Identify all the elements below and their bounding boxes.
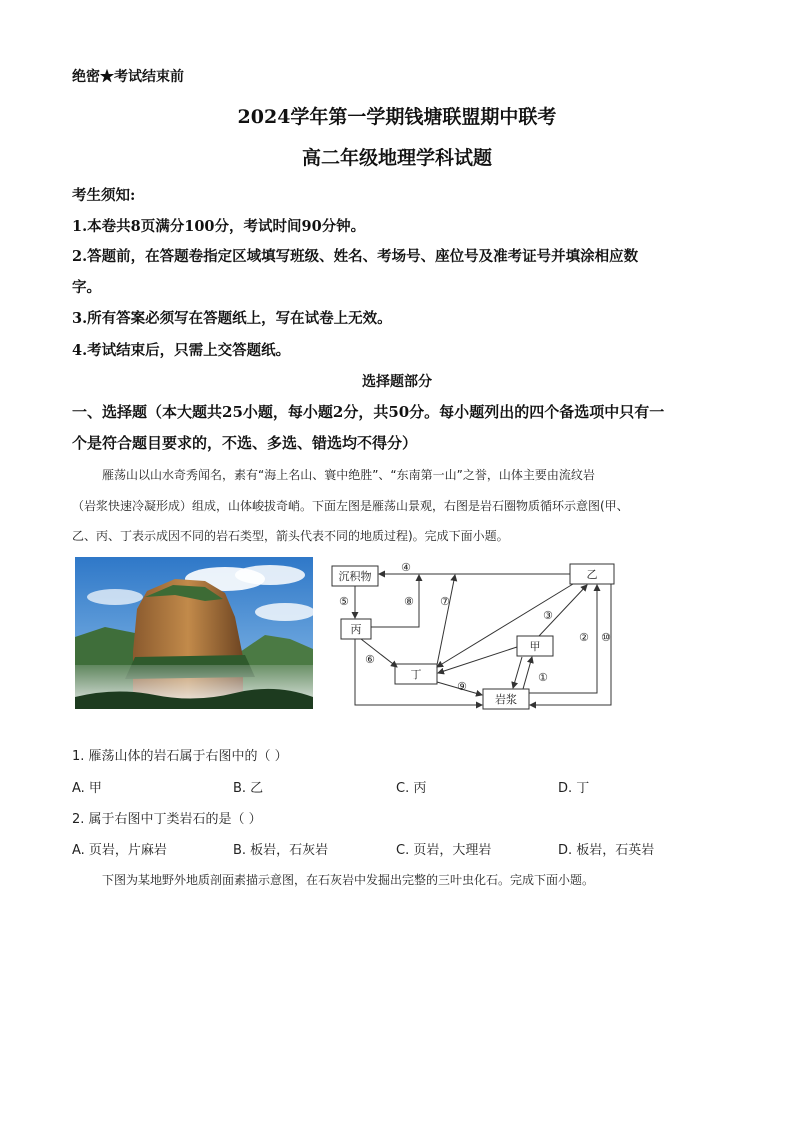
- confidential-label: 绝密★考试结束前: [72, 69, 184, 85]
- q2-option-d[interactable]: D. 板岩，石英岩: [558, 843, 655, 858]
- arrow-label-2: ②: [579, 631, 589, 644]
- q2-option-a[interactable]: A. 页岩，片麻岩: [72, 843, 167, 858]
- passage2-line1: 下图为某地野外地质剖面素描示意图，在石灰岩中发掘出完整的三叶虫化石。完成下面小题。: [102, 873, 595, 887]
- box-jia: 甲: [529, 640, 541, 653]
- yandang-mountain-photo: [75, 557, 313, 709]
- arrow-label-6: ⑥: [365, 653, 375, 666]
- box-bing: 丙: [350, 623, 362, 636]
- notice-item-2-line1: 2.答题前，在答题卷指定区域填写班级、姓名、考场号、座位号及准考证号并填涂相应数: [72, 248, 639, 265]
- q1-option-b[interactable]: B. 乙: [233, 781, 264, 796]
- box-ding: 丁: [410, 668, 422, 681]
- section-heading-line1: 一、选择题（本大题共25小题，每小题2分，共50分。每小题列出的四个备选项中只有一: [72, 403, 665, 421]
- passage1-line3: 乙、丙、丁表示成因不同的岩石类型，箭头代表不同的地质过程)。完成下面小题。: [72, 529, 509, 543]
- notice-item-3: 3.所有答案必须写在答题纸上，写在试卷上无效。: [72, 310, 392, 327]
- passage1-line2: （岩浆快速冷凝形成）组成，山体峻拔奇峭。下面左图是雁荡山景观，右图是岩石圈物质循环示意图(甲、: [72, 499, 629, 513]
- exam-subtitle: 高二年级地理学科试题: [301, 147, 492, 169]
- q1-option-d[interactable]: D. 丁: [558, 781, 590, 796]
- exam-title: 2024学年第一学期钱塘联盟期中联考: [237, 106, 557, 128]
- q1-option-a[interactable]: A. 甲: [72, 781, 102, 796]
- passage1-line1: 雁荡山以山水奇秀闻名，素有“海上名山、寰中绝胜”、“东南第一山”之誉，山体主要由流纹岩: [102, 468, 595, 482]
- notice-item-2-line2: 字。: [72, 279, 101, 296]
- section-part-label: 选择题部分: [362, 374, 432, 390]
- box-sediment: 沉积物: [338, 570, 372, 583]
- notice-heading: 考生须知:: [72, 187, 136, 204]
- section-heading-line2: 个是符合题目要求的，不选、多选、错选均不得分）: [72, 434, 418, 452]
- notice-item-1: 1.本卷共8页满分100分，考试时间90分钟。: [72, 218, 366, 235]
- arrow-label-9: ⑨: [457, 680, 467, 693]
- arrow-label-8: ⑧: [404, 595, 414, 608]
- box-magma: 岩浆: [495, 693, 517, 706]
- notice-item-4: 4.考试结束后，只需上交答题纸。: [72, 342, 291, 359]
- box-yi: 乙: [586, 568, 598, 581]
- q2-option-b[interactable]: B. 板岩，石灰岩: [233, 843, 329, 858]
- arrow-label-4: ④: [401, 561, 411, 574]
- rock-cycle-diagram: [327, 555, 627, 715]
- arrow-label-3: ③: [543, 609, 553, 622]
- q2-option-c[interactable]: C. 页岩，大理岩: [396, 843, 492, 858]
- arrow-label-1: ①: [538, 671, 548, 684]
- arrow-label-5: ⑤: [339, 595, 349, 608]
- arrow-label-10: ⑩: [601, 631, 611, 644]
- q1-option-c[interactable]: C. 丙: [396, 781, 427, 796]
- question-1-stem: 1. 雁荡山体的岩石属于右图中的（ ）: [72, 749, 288, 764]
- question-2-stem: 2. 属于右图中丁类岩石的是（ ）: [72, 812, 262, 827]
- arrow-label-7: ⑦: [440, 595, 450, 608]
